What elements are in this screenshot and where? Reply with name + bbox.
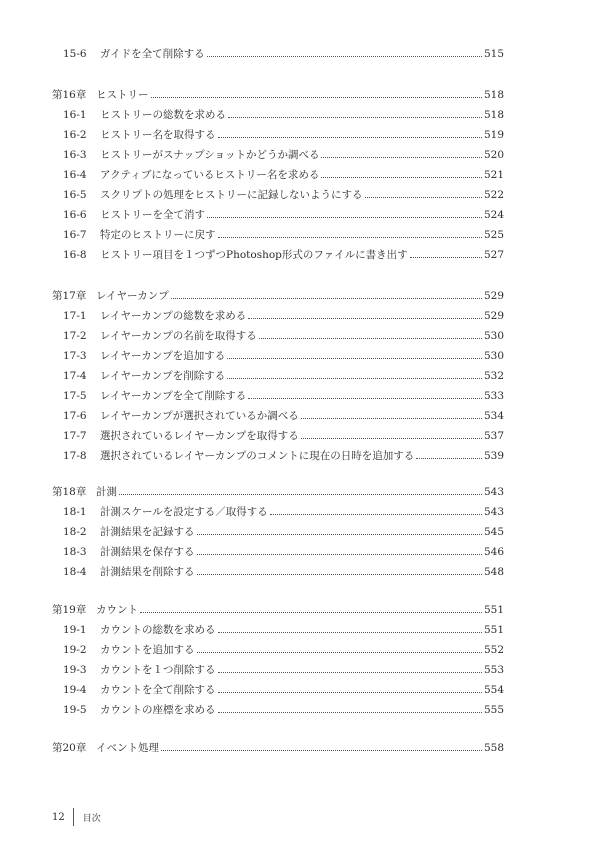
toc-section-row	[52, 427, 504, 445]
page-reference: 548	[483, 566, 504, 578]
section-title: ヒストリーの総数を求める	[100, 109, 226, 121]
section-title: アクティブになっているヒストリー名を求める	[100, 169, 320, 181]
section-title: 計測結果を削除する	[100, 566, 195, 578]
section-title: 選択されているレイヤーカンプのコメントに現在の日時を追加する	[100, 450, 415, 462]
section-title: スクリプトの処理をヒストリーに記録しないようにする	[100, 189, 363, 201]
page-reference: 527	[483, 249, 504, 261]
toc-section-row	[52, 641, 504, 659]
dot-leader	[197, 533, 482, 535]
section-number: 19-1	[63, 624, 87, 636]
section-title: 特定のヒストリーに戻す	[100, 229, 216, 241]
section-title: ヒストリー項目を１つずつPhotoshop形式のファイルに書き出す	[100, 249, 408, 261]
dot-leader	[151, 96, 482, 98]
dot-leader	[270, 513, 482, 515]
section-number: 15-6	[63, 48, 87, 60]
section-number: 17-3	[63, 350, 87, 362]
page-reference: 529	[483, 290, 504, 302]
chapter-number: 第19章	[52, 604, 87, 616]
toc-section-row	[52, 621, 504, 639]
page-reference: 545	[483, 526, 504, 538]
chapter-number: 第18章	[52, 486, 87, 498]
page-reference: 552	[483, 644, 504, 656]
toc-section-row	[52, 106, 504, 124]
toc-chapter-row	[52, 483, 504, 501]
page-reference: 518	[483, 89, 504, 101]
section-number: 16-4	[63, 169, 87, 181]
section-number: 18-2	[63, 526, 87, 538]
toc-chapter-row	[52, 601, 504, 619]
section-number: 19-4	[63, 684, 87, 696]
dot-leader	[365, 196, 482, 198]
toc-section-row	[52, 523, 504, 541]
section-title: カウントの総数を求める	[100, 624, 216, 636]
dot-leader	[301, 417, 482, 419]
chapter-number: 第20章	[52, 742, 87, 754]
toc-section-row	[52, 447, 504, 465]
page-reference: 520	[483, 149, 504, 161]
section-number: 16-3	[63, 149, 87, 161]
section-number: 18-3	[63, 546, 87, 558]
page-reference: 530	[483, 330, 504, 342]
toc-chapter-row	[52, 739, 504, 757]
dot-leader	[218, 136, 482, 138]
section-number: 17-4	[63, 370, 87, 382]
page-reference: 543	[483, 486, 504, 498]
chapter-title: カウント	[96, 604, 138, 616]
chapter-title: レイヤーカンプ	[96, 290, 169, 302]
toc-section-row	[52, 206, 504, 224]
toc-section-row	[52, 45, 504, 63]
dot-leader	[416, 457, 482, 459]
toc-section-row	[52, 681, 504, 699]
chapter-title: イベント処理	[96, 742, 159, 754]
toc-section-row	[52, 166, 504, 184]
section-number: 16-7	[63, 229, 87, 241]
dot-leader	[227, 377, 482, 379]
section-number: 16-2	[63, 129, 87, 141]
dot-leader	[321, 156, 482, 158]
dot-leader	[259, 337, 482, 339]
page-footer	[52, 808, 101, 826]
dot-leader	[171, 297, 482, 299]
page-reference: 532	[483, 370, 504, 382]
toc-section-row	[52, 701, 504, 719]
toc-section-row	[52, 387, 504, 405]
section-number: 16-1	[63, 109, 87, 121]
page-reference: 515	[483, 48, 504, 60]
toc-section-row	[52, 146, 504, 164]
toc-section-row	[52, 503, 504, 521]
section-title: 計測結果を記録する	[100, 526, 195, 538]
section-title: レイヤーカンプの名前を取得する	[100, 330, 257, 342]
section-number: 18-1	[63, 506, 87, 518]
dot-leader	[218, 671, 482, 673]
dot-leader	[218, 631, 482, 633]
dot-leader	[207, 55, 482, 57]
section-title: レイヤーカンプを追加する	[100, 350, 226, 362]
page-reference: 518	[483, 109, 504, 121]
page-reference: 558	[483, 742, 504, 754]
page-reference: 534	[483, 410, 504, 422]
dot-leader	[140, 611, 482, 613]
chapter-number: 第16章	[52, 89, 87, 101]
dot-leader	[410, 256, 482, 258]
dot-leader	[218, 711, 482, 713]
section-title: カウントを全て削除する	[100, 684, 216, 696]
section-number: 18-4	[63, 566, 87, 578]
section-number: 19-2	[63, 644, 87, 656]
page-reference: 551	[483, 604, 504, 616]
page-reference: 546	[483, 546, 504, 558]
section-number: 17-2	[63, 330, 87, 342]
section-number: 17-1	[63, 310, 87, 322]
section-title: レイヤーカンプを削除する	[100, 370, 226, 382]
section-title: レイヤーカンプの総数を求める	[100, 310, 247, 322]
section-number: 19-3	[63, 664, 87, 676]
section-title: レイヤーカンプが選択されているか調べる	[100, 410, 299, 422]
page-reference: 521	[483, 169, 504, 181]
section-title: レイヤーカンプを全て削除する	[100, 390, 247, 402]
section-title: カウントを１つ削除する	[100, 664, 216, 676]
section-title: 計測スケールを設定する／取得する	[100, 506, 268, 518]
dot-leader	[227, 357, 482, 359]
section-number: 19-5	[63, 704, 87, 716]
page-reference: 524	[483, 209, 504, 221]
toc-section-row	[52, 226, 504, 244]
dot-leader	[218, 691, 482, 693]
section-number: 16-8	[63, 249, 87, 261]
section-title: カウントの座標を求める	[100, 704, 216, 716]
dot-leader	[207, 216, 482, 218]
section-number: 17-8	[63, 450, 87, 462]
page-reference: 533	[483, 390, 504, 402]
dot-leader	[197, 573, 482, 575]
page-number: 12	[52, 811, 65, 823]
chapter-number: 第17章	[52, 290, 87, 302]
page-reference: 553	[483, 664, 504, 676]
dot-leader	[161, 749, 482, 751]
toc-section-row	[52, 246, 504, 264]
dot-leader	[301, 437, 482, 439]
page-reference: 555	[483, 704, 504, 716]
dot-leader	[197, 651, 482, 653]
page-reference: 554	[483, 684, 504, 696]
page-reference: 539	[483, 450, 504, 462]
section-title: カウントを追加する	[100, 644, 195, 656]
chapter-title: 計測	[96, 486, 117, 498]
page-reference: 537	[483, 430, 504, 442]
section-number: 17-7	[63, 430, 87, 442]
section-title: 計測結果を保存する	[100, 546, 195, 558]
toc-section-row	[52, 347, 504, 365]
toc-chapter-row	[52, 86, 504, 104]
toc-section-row	[52, 367, 504, 385]
dot-leader	[248, 397, 482, 399]
page-reference: 530	[483, 350, 504, 362]
toc-section-row	[52, 407, 504, 425]
section-title: 選択されているレイヤーカンプを取得する	[100, 430, 299, 442]
section-title: ヒストリーがスナップショットかどうか調べる	[100, 149, 320, 161]
footer-divider	[73, 808, 74, 826]
dot-leader	[228, 116, 482, 118]
dot-leader	[321, 176, 482, 178]
toc-section-row	[52, 327, 504, 345]
page-reference: 543	[483, 506, 504, 518]
section-title: ガイドを全て削除する	[100, 48, 205, 60]
dot-leader	[119, 493, 482, 495]
toc-section-row	[52, 186, 504, 204]
page-reference: 519	[483, 129, 504, 141]
section-number: 17-5	[63, 390, 87, 402]
page-reference: 551	[483, 624, 504, 636]
section-number: 17-6	[63, 410, 87, 422]
toc-chapter-row	[52, 287, 504, 305]
footer-label: 目次	[82, 813, 101, 824]
chapter-title: ヒストリー	[96, 89, 149, 101]
section-number: 16-6	[63, 209, 87, 221]
dot-leader	[218, 236, 482, 238]
dot-leader	[248, 317, 482, 319]
page-reference: 525	[483, 229, 504, 241]
toc-section-row	[52, 661, 504, 679]
toc-section-row	[52, 543, 504, 561]
page-reference: 522	[483, 189, 504, 201]
section-number: 16-5	[63, 189, 87, 201]
dot-leader	[197, 553, 482, 555]
section-title: ヒストリーを全て消す	[100, 209, 205, 221]
toc-section-row	[52, 307, 504, 325]
page-reference: 529	[483, 310, 504, 322]
section-title: ヒストリー名を取得する	[100, 129, 216, 141]
toc-section-row	[52, 126, 504, 144]
toc-section-row	[52, 563, 504, 581]
